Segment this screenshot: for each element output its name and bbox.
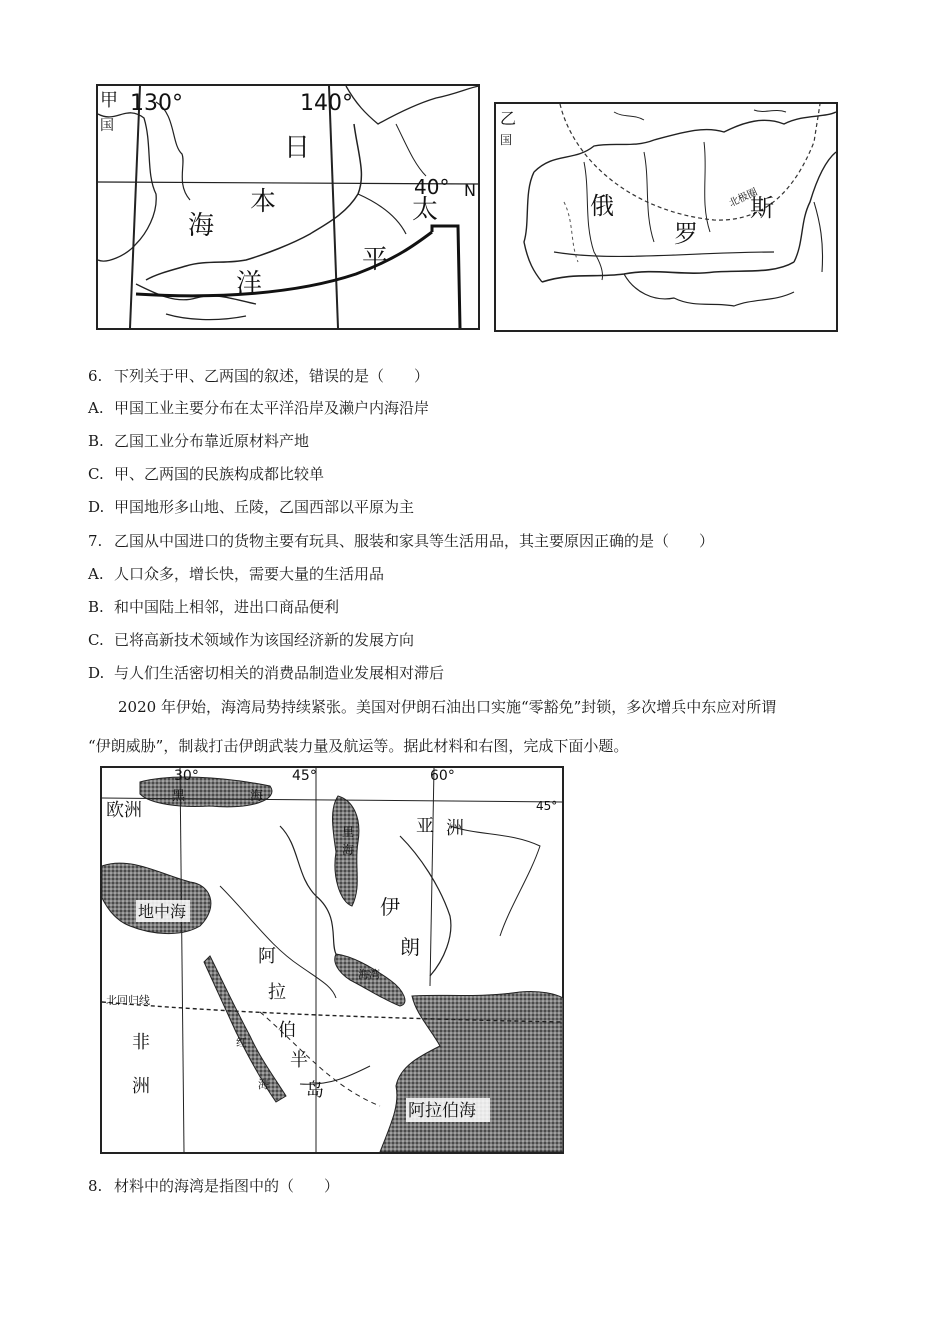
map-yi-country-1: 俄 — [590, 192, 614, 220]
map-mideast-arabia-4: 半 — [290, 1050, 308, 1071]
map-jia-sea-2: 本 — [250, 187, 277, 217]
map-mideast-lon-45: 45° — [292, 768, 317, 784]
question-7-stem: 乙国从中国进口的货物主要有玩具、服装和家具等生活用品，其主要原因正确的是（ ） — [114, 532, 715, 550]
map-mideast-mediterranean: 地中海 — [138, 902, 187, 921]
question-7-option-c[interactable] — [88, 630, 414, 650]
map-mideast-red-sea-1: 红 — [236, 1036, 247, 1049]
map-yi-svg — [494, 102, 838, 332]
question-6-option-b[interactable] — [88, 431, 309, 451]
map-jia-label-bottom: 国 — [100, 118, 114, 134]
option-text: 甲国工业主要分布在太平洋沿岸及濑户内海沿岸 — [114, 399, 430, 417]
map-mideast-lon-60: 60° — [430, 768, 455, 784]
option-text: 甲国地形多山地、丘陵，乙国西部以平原为主 — [114, 498, 415, 516]
map-yi-label-top: 乙 — [500, 109, 517, 128]
map-mideast-black-sea-2: 海 — [250, 789, 264, 804]
map-mideast-svg — [100, 766, 564, 1154]
map-mideast-red-sea-2: 海 — [258, 1078, 269, 1091]
question-6-stem: 下列关于甲、乙两国的叙述，错误的是（ ） — [114, 367, 430, 385]
option-text: 乙国工业分布靠近原材料产地 — [114, 432, 310, 450]
map-mideast-tropic: 北回归线 — [106, 994, 150, 1007]
map-mideast-iran-1: 伊 — [380, 895, 400, 919]
question-6-option-c[interactable] — [88, 464, 324, 484]
question-8-number: 8. — [88, 1177, 103, 1195]
option-text: 人口众多，增长快，需要大量的生活用品 — [114, 565, 385, 583]
map-yi-country-2: 罗 — [674, 220, 698, 248]
map-yi-arctic-circle: 北极圈 — [727, 186, 760, 210]
map-jia-lon-140: 140° — [300, 91, 353, 116]
map-mideast-arabia-1: 阿 — [258, 946, 276, 967]
map-mideast-caspian-2: 海 — [342, 843, 355, 857]
option-letter: C. — [88, 465, 104, 483]
map-mideast-arabian-sea: 阿拉伯海 — [408, 1101, 476, 1121]
map-jia-ocean-2: 平 — [362, 245, 389, 275]
option-letter: A. — [88, 565, 104, 583]
map-jia-sea-3: 海 — [188, 211, 215, 241]
map-mideast-africa-1: 非 — [132, 1032, 150, 1053]
map-jia-label-top: 甲 — [100, 90, 118, 111]
map-yi-label-bottom: 国 — [500, 133, 513, 147]
map-mideast-black-sea-1: 黑 — [172, 789, 186, 804]
material-line-1: 2020 年伊始，海湾局势持续紧张。美国对伊朗石油出口实施“零豁免”封锁，多次增兵中东应对所谓 — [118, 698, 777, 716]
map-jia-sea-1: 日 — [284, 133, 311, 163]
map-mideast-iran-2: 朗 — [400, 935, 420, 959]
map-mideast-arabia-5: 岛 — [306, 1080, 324, 1101]
option-text: 甲、乙两国的民族构成都比较单 — [114, 465, 325, 483]
question-6-option-a[interactable] — [88, 398, 429, 418]
map-mideast-europe: 欧洲 — [106, 800, 142, 821]
map-mideast-arabia-3: 伯 — [278, 1020, 296, 1041]
question-6-option-d[interactable] — [88, 497, 414, 517]
material-line-2: “伊朗威胁”，制裁打击伊朗武装力量及航运等。据此材料和右图，完成下面小题。 — [88, 737, 629, 755]
map-mideast-asia-1: 亚 — [416, 816, 434, 837]
question-6 — [88, 366, 429, 386]
map-jia-north: N — [464, 181, 476, 200]
map-jia-ocean-1: 太 — [412, 195, 439, 225]
option-text: 已将高新技术领域作为该国经济新的发展方向 — [114, 631, 415, 649]
question-7-option-d[interactable] — [88, 663, 444, 683]
question-7-number: 7. — [88, 532, 103, 550]
question-7 — [88, 531, 714, 551]
question-7-option-a[interactable] — [88, 564, 384, 584]
map-jia — [96, 84, 480, 330]
option-text: 与人们生活密切相关的消费品制造业发展相对滞后 — [114, 664, 445, 682]
map-mideast-asia-2: 洲 — [446, 818, 464, 839]
map-yi — [494, 102, 838, 332]
map-mideast-lat-45: 45° — [536, 799, 558, 813]
map-jia-svg — [96, 84, 480, 330]
map-mideast-lon-30: 30° — [174, 768, 199, 784]
option-letter: D. — [88, 664, 105, 682]
question-8-stem: 材料中的海湾是指图中的（ ） — [114, 1177, 340, 1195]
map-jia-lat-40: 40° — [414, 175, 450, 199]
question-7-option-b[interactable] — [88, 597, 339, 617]
map-jia-lon-130: 130° — [130, 91, 183, 116]
map-yi-country-3: 斯 — [750, 194, 774, 222]
map-mideast-gulf: 海湾 — [358, 968, 380, 981]
option-letter: B. — [88, 598, 104, 616]
option-letter: C. — [88, 631, 104, 649]
option-letter: D. — [88, 498, 105, 516]
map-mideast-africa-2: 洲 — [132, 1076, 150, 1097]
question-6-number: 6. — [88, 367, 103, 385]
option-letter: B. — [88, 432, 104, 450]
map-mideast-arabia-2: 拉 — [268, 982, 286, 1003]
map-mideast-caspian-1: 里 — [342, 825, 355, 839]
question-8 — [88, 1176, 339, 1196]
option-text: 和中国陆上相邻，进出口商品便利 — [114, 598, 340, 616]
map-mideast — [100, 766, 564, 1154]
map-jia-ocean-3: 洋 — [236, 269, 263, 299]
option-letter: A. — [88, 399, 104, 417]
